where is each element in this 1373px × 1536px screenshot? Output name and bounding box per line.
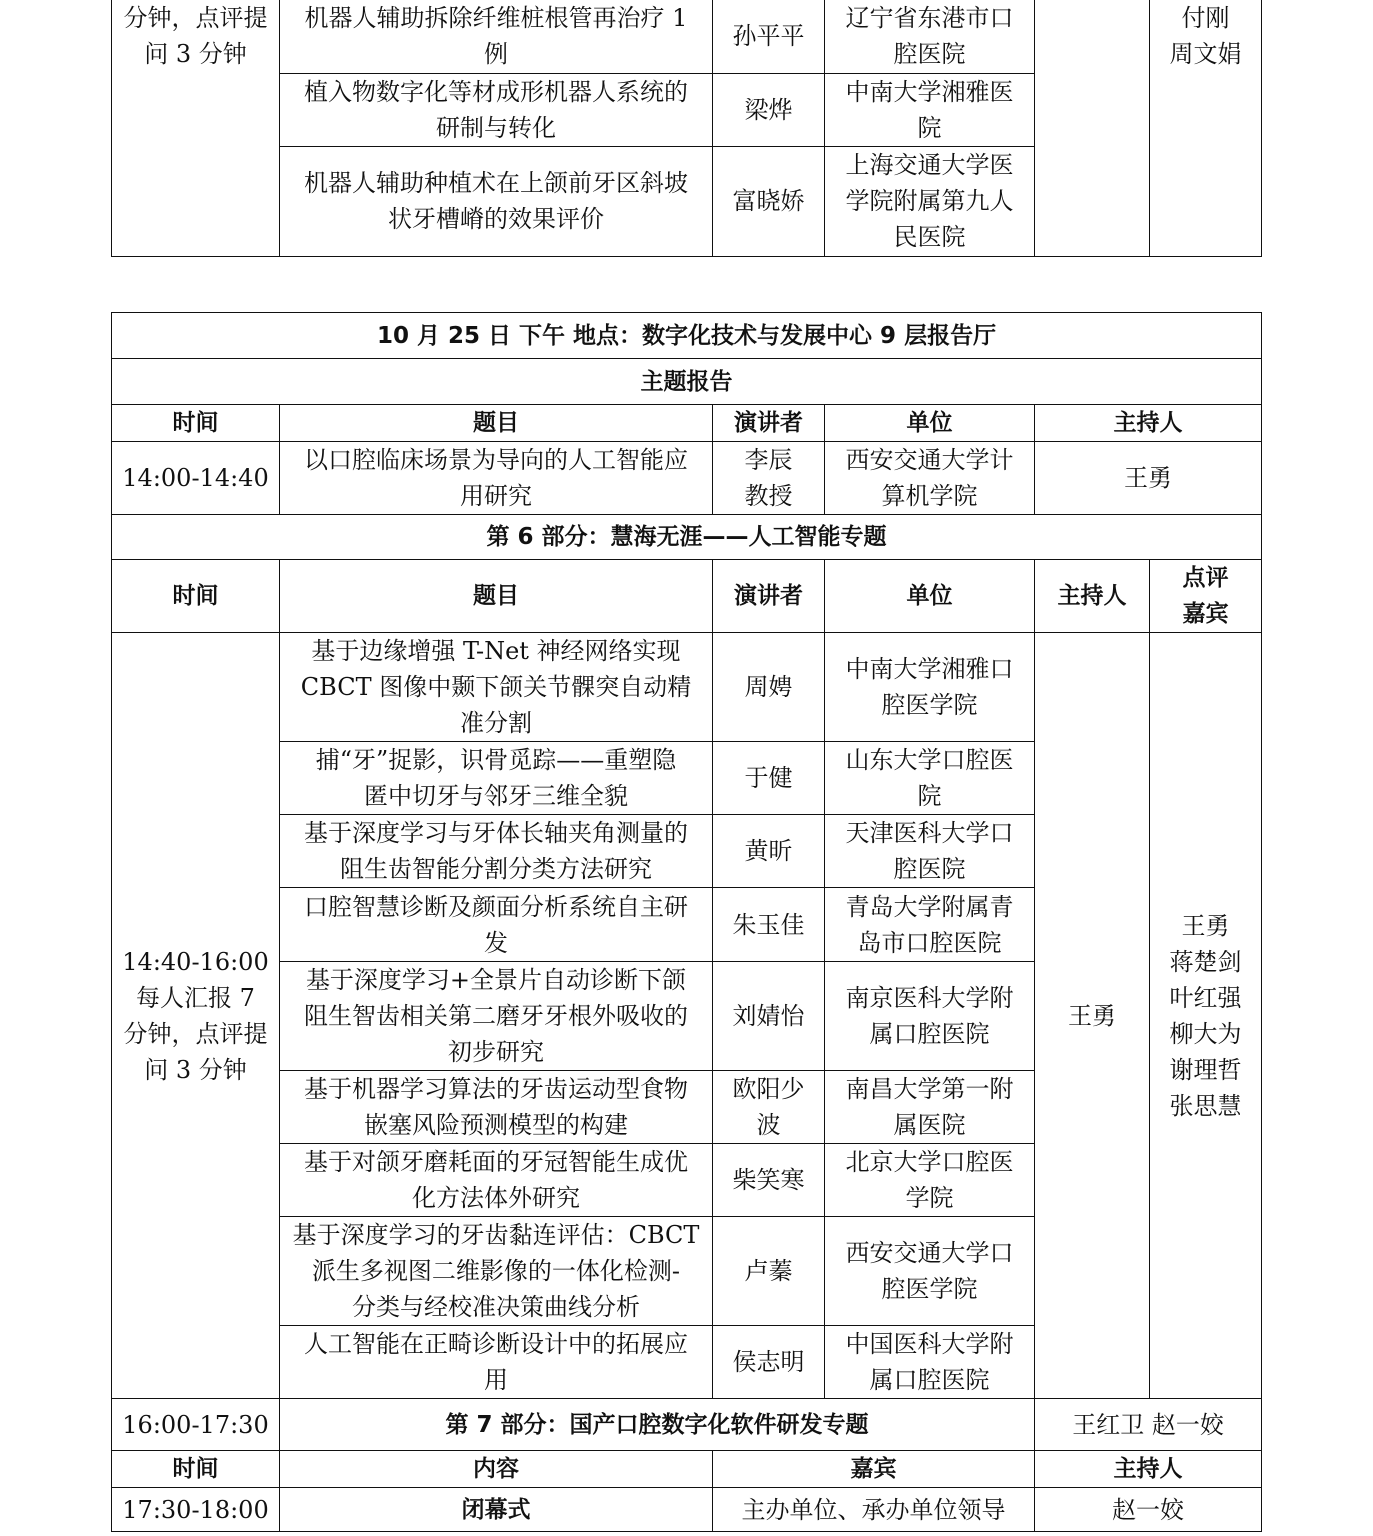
- col-reviewer-header: 点评 嘉宾: [1150, 560, 1262, 633]
- topic-cell: 口腔智慧诊断及颜面分析系统自主研 发: [280, 888, 713, 962]
- part7-hosts: 王红卫 赵一姣: [1035, 1399, 1262, 1451]
- reviewer-cell: 付刚 周文娟: [1150, 0, 1262, 256]
- col-host-header: 主持人: [1035, 560, 1150, 633]
- keynote-unit: 西安交通大学计 算机学院: [825, 442, 1035, 515]
- speaker-cell: 梁烨: [713, 73, 825, 146]
- closing-content: 闭幕式: [280, 1488, 713, 1532]
- speaker-cell: 周娉: [713, 633, 825, 742]
- col-unit-header: 单位: [825, 560, 1035, 633]
- topic-cell: 基于机器学习算法的牙齿运动型食物 嵌塞风险预测模型的构建: [280, 1071, 713, 1144]
- speaker-cell: 刘婧怡: [713, 962, 825, 1071]
- topic-cell: 基于深度学习与牙体长轴夹角测量的 阻生齿智能分割分类方法研究: [280, 815, 713, 888]
- topic-cell: 基于深度学习的牙齿黏连评估：CBCT 派生多视图二维影像的一体化检测- 分类与经校准决策曲线分析: [280, 1217, 713, 1326]
- afternoon-session-table: [111, 312, 1262, 1532]
- speaker-cell: 黄昕: [713, 815, 825, 888]
- unit-cell: 辽宁省东港市口 腔医院: [825, 0, 1035, 73]
- topic-cell: 基于对颌牙磨耗面的牙冠智能生成优 化方法体外研究: [280, 1144, 713, 1217]
- speaker-cell: 柴笑寒: [713, 1144, 825, 1217]
- unit-cell: 上海交通大学医 学院附属第九人 民医院: [825, 146, 1035, 256]
- col-time-header: 时间: [112, 405, 280, 442]
- col-unit-header: 单位: [825, 405, 1035, 442]
- keynote-speaker: 李辰 教授: [713, 442, 825, 515]
- col-speaker-header: 演讲者: [713, 560, 825, 633]
- keynote-title: 主题报告: [112, 359, 1262, 405]
- col-topic-header: 题目: [280, 405, 713, 442]
- speaker-cell: 于健: [713, 742, 825, 815]
- topic-cell: 机器人辅助种植术在上颌前牙区斜坡 状牙槽嵴的效果评价: [280, 146, 713, 256]
- topic-cell: 人工智能在正畸诊断设计中的拓展应 用: [280, 1326, 713, 1399]
- topic-cell: 机器人辅助拆除纤维桩根管再治疗 1 例: [280, 0, 713, 73]
- host-cell: [1035, 0, 1150, 256]
- closing-col-time: 时间: [112, 1451, 280, 1488]
- closing-col-guest: 嘉宾: [713, 1451, 1035, 1488]
- topic-cell: 基于深度学习+全景片自动诊断下颌 阻生智齿相关第二磨牙牙根外吸收的 初步研究: [280, 962, 713, 1071]
- col-topic-header: 题目: [280, 560, 713, 633]
- closing-guest: 主办单位、承办单位领导: [713, 1488, 1035, 1532]
- part6-time: 14:40-16:00 每人汇报 7 分钟，点评提 问 3 分钟: [112, 633, 280, 1399]
- topic-cell: 基于边缘增强 T-Net 神经网络实现 CBCT 图像中颞下颌关节髁突自动精 准分割: [280, 633, 713, 742]
- col-time-header: 时间: [112, 560, 280, 633]
- unit-cell: 中国医科大学附 属口腔医院: [825, 1326, 1035, 1399]
- session-header: 10 月 25 日 下午 地点：数字化技术与发展中心 9 层报告厅: [112, 313, 1262, 359]
- keynote-topic: 以口腔临床场景为导向的人工智能应 用研究: [280, 442, 713, 515]
- closing-time: 17:30-18:00: [112, 1488, 280, 1532]
- col-host-header: 主持人: [1035, 405, 1262, 442]
- unit-cell: 天津医科大学口 腔医院: [825, 815, 1035, 888]
- unit-cell: 山东大学口腔医 院: [825, 742, 1035, 815]
- topic-cell: 捕“牙”捉影，识骨觅踪——重塑隐 匿中切牙与邻牙三维全貌: [280, 742, 713, 815]
- part7-time: 16:00-17:30: [112, 1399, 280, 1451]
- part6-host: 王勇: [1035, 633, 1150, 1399]
- unit-cell: 中南大学湘雅口 腔医学院: [825, 633, 1035, 742]
- col-speaker-header: 演讲者: [713, 405, 825, 442]
- part7-title: 第 7 部分：国产口腔数字化软件研发专题: [280, 1399, 1035, 1451]
- time-cell: 分钟，点评提 问 3 分钟: [112, 0, 280, 256]
- speaker-cell: 欧阳少 波: [713, 1071, 825, 1144]
- speaker-cell: 侯志明: [713, 1326, 825, 1399]
- speaker-cell: 富晓娇: [713, 146, 825, 256]
- part6-title: 第 6 部分：慧海无涯——人工智能专题: [112, 515, 1262, 560]
- topic-cell: 植入物数字化等材成形机器人系统的 研制与转化: [280, 73, 713, 146]
- speaker-cell: 孙平平: [713, 0, 825, 73]
- unit-cell: 南昌大学第一附 属医院: [825, 1071, 1035, 1144]
- previous-session-table: [111, 0, 1262, 257]
- speaker-cell: 朱玉佳: [713, 888, 825, 962]
- speaker-cell: 卢蓁: [713, 1217, 825, 1326]
- part6-reviewers: 王勇 蒋楚剑 叶红强 柳大为 谢理哲 张思慧: [1150, 633, 1262, 1399]
- closing-col-host: 主持人: [1035, 1451, 1262, 1488]
- keynote-time: 14:00-14:40: [112, 442, 280, 515]
- unit-cell: 青岛大学附属青 岛市口腔医院: [825, 888, 1035, 962]
- keynote-host: 王勇: [1035, 442, 1262, 515]
- unit-cell: 中南大学湘雅医 院: [825, 73, 1035, 146]
- unit-cell: 北京大学口腔医 学院: [825, 1144, 1035, 1217]
- closing-col-content: 内容: [280, 1451, 713, 1488]
- closing-host: 赵一姣: [1035, 1488, 1262, 1532]
- unit-cell: 西安交通大学口 腔医学院: [825, 1217, 1035, 1326]
- unit-cell: 南京医科大学附 属口腔医院: [825, 962, 1035, 1071]
